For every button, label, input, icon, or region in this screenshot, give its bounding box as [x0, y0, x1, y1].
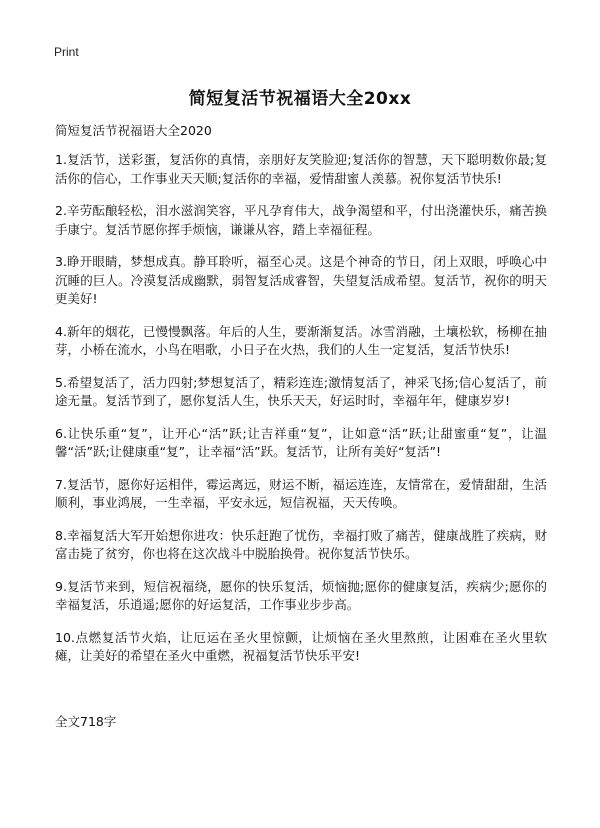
print-link[interactable]: Print — [54, 45, 79, 59]
blessing-paragraph-6: 6.让快乐重“复”，让开心“活”跃;让吉祥重“复”，让如意“活”跃;让甜蜜重“复”，让温馨“活”跃;让健康重“复”，让幸福“活”跃。复活节，让所有美好“复活”! — [55, 425, 547, 459]
blessing-paragraph-4: 4.新年的烟花，已慢慢飘落。年后的人生，要渐渐复活。冰雪消融，土壤松软，杨柳在抽芽，小桥在流水，小鸟在唱歌，小日子在火热，我们的人生一定复活，复活节快乐! — [55, 323, 547, 357]
blessing-paragraph-10: 10.点燃复活节火焰，让厄运在圣火里惊颤，让烦恼在圣火里熬煎，让困难在圣火里软瘫，让美好的希望在圣火中重燃，祝福复活节快乐平安! — [55, 629, 547, 663]
blessing-paragraph-2: 2.辛劳酝酿轻松，泪水滋润笑容，平凡孕育伟大，战争渴望和平，付出浇灌快乐，痛苦换手康宁。复活节愿你挥手烦恼，谦谦从容，踏上幸福征程。 — [55, 203, 547, 237]
blessing-paragraph-7: 7.复活节，愿你好运相伴，霉运离远，财运不断，福运连连，友情常在，爱情甜甜，生活顺利，事业鸿展，一生幸福，平安永远，短信祝福，天天传唤。 — [55, 476, 547, 510]
blessing-paragraph-9: 9.复活节来到，短信祝福绕，愿你的快乐复活，烦恼抛;愿你的健康复活，疾病少;愿你的幸福复活，乐逍遥;愿你的好运复活，工作事业步步高。 — [55, 578, 547, 612]
blessing-paragraph-8: 8.幸福复活大军开始想你进攻：快乐赶跑了忧伤，幸福打败了痛苦，健康战胜了疾病，财富击毙了贫穷，你也将在这次战斗中脱胎换骨。祝你复活节快乐。 — [55, 527, 547, 561]
blessing-paragraph-1: 1.复活节，送彩蛋，复活你的真情，亲朋好友笑脸迎;复活你的智慧，天下聪明数你最;复活你的信心，工作事业天天顺;复活你的幸福，爱情甜蜜人羡慕。祝你复活节快乐! — [55, 152, 547, 186]
document-title: 简短复活节祝福语大全20xx — [188, 89, 412, 109]
blessing-paragraph-3: 3.睁开眼睛，梦想成真。静耳聆听，福至心灵。这是个神奇的节日，闭上双眼，呼唤心中沉睡的巨人。冷漠复活成幽默，弱智复活成睿智，失望复活成希望。复活节，祝你的明天更美好! — [55, 254, 547, 306]
blessing-list — [55, 151, 547, 680]
document-subtitle: 简短复活节祝福语大全2020 — [55, 123, 212, 138]
word-count: 全文718字 — [55, 714, 117, 729]
blessing-paragraph-5: 5.希望复活了，活力四射;梦想复活了，精彩连连;激情复活了，神采飞扬;信心复活了，前途无量。复活节到了，愿你复活人生，快乐天天，好运时时，幸福年年，健康岁岁! — [55, 374, 547, 408]
